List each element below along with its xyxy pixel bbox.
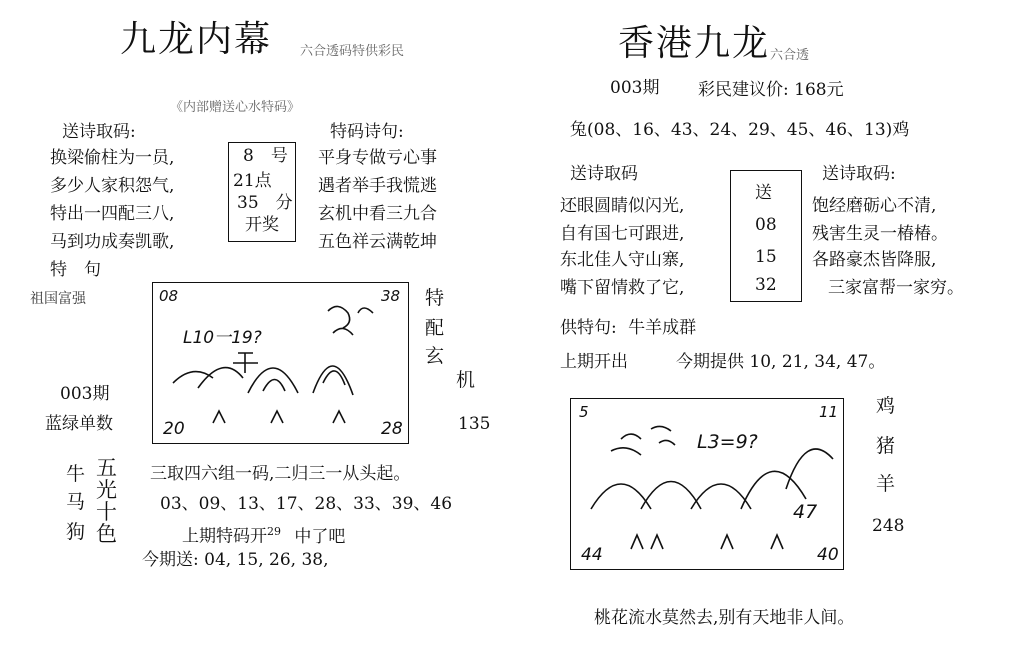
left-poem-line-2: 多少人家积怨气, [50, 176, 175, 196]
draw-box-line-4: 开奖 [245, 215, 279, 235]
left-issue-desc: 蓝绿单数 [45, 414, 113, 434]
right-sketch-drawing [571, 399, 843, 569]
right-sketch-extra: 47 [793, 501, 818, 523]
right-issue: 003期 [610, 78, 660, 98]
right-sketch-br: 40 [817, 545, 839, 565]
right-poem-left-4: 嘴下留情救了它, [560, 278, 685, 298]
left-title-tag: 六合透码特供彩民 [300, 44, 405, 59]
left-color-1: 五 [96, 456, 117, 480]
left-code-line-4: 五色祥云满乾坤 [318, 232, 437, 252]
left-last-suffix: 中了吧 [294, 526, 346, 547]
left-poem-heading: 送诗取码: [62, 122, 136, 142]
right-send-3: 15 [755, 247, 777, 267]
left-sketch-box [152, 282, 409, 444]
left-color-2: 光 [96, 478, 117, 502]
right-poem-left-1: 还眼圆睛似闪光, [560, 196, 685, 216]
right-special-line [560, 318, 696, 338]
left-sketch-tr: 38 [381, 287, 401, 305]
left-last-num: 29 [267, 525, 281, 538]
draw-box-line-2: 21点 [233, 171, 272, 191]
right-send-1: 送 [755, 183, 772, 203]
left-code-line-3: 玄机中看三九合 [318, 204, 437, 224]
right-side-value: 248 [872, 516, 905, 536]
left-color-3: 十 [96, 500, 117, 524]
right-special-value: 牛羊成群 [628, 318, 697, 338]
right-poem-left-3: 东北佳人守山寨, [560, 250, 685, 270]
right-price-line [698, 80, 844, 100]
right-price-value: 168元 [794, 80, 844, 100]
right-poem-heading-right: 送诗取码: [822, 164, 896, 184]
left-animal-2: 马 [66, 491, 86, 513]
left-numbers: 03、09、13、17、28、33、39、46 [160, 494, 453, 514]
draw-box-line-3: 35 分 [237, 193, 293, 213]
left-special-phrase: 祖国富强 [30, 291, 86, 307]
right-sketch-box [570, 398, 844, 570]
left-sketch-br: 28 [381, 419, 403, 439]
left-tejixuan-3: 玄 [425, 345, 445, 367]
right-side-1: 鸡 [876, 395, 896, 417]
left-tejixuan-4: 机 [456, 369, 476, 391]
left-draw-time-box [228, 142, 296, 242]
left-color-4: 色 [96, 522, 117, 546]
draw-box-line-1: 8 号 [243, 146, 288, 166]
right-sketch-tl: 5 [579, 403, 589, 421]
left-sketch-tl: 08 [159, 287, 179, 305]
left-animal-1: 牛 [66, 463, 86, 485]
left-last-prefix: 上期特码开 [182, 526, 267, 547]
left-special-phrase-label: 特 句 [50, 260, 101, 280]
left-today-numbers: 04, 15, 26, 38, [204, 550, 329, 570]
left-tejixuan-1: 特 [425, 287, 445, 309]
left-sketch-bl: 20 [163, 419, 185, 439]
right-sketch-mid: L3=9? [697, 431, 758, 453]
left-code-line-1: 平身专做亏心事 [318, 148, 437, 168]
left-code-line-2: 遇者举手我慌逃 [318, 176, 437, 196]
right-poem-right-3: 各路豪杰皆降服, [812, 250, 937, 270]
left-animal-3: 狗 [66, 521, 86, 543]
left-tejixuan-2: 配 [425, 317, 445, 339]
left-today-label: 今期送: [142, 550, 199, 570]
left-sketch-mid: L10一19? [183, 328, 262, 348]
left-issue: 003期 [60, 384, 110, 404]
right-send-box [730, 170, 802, 302]
right-footer: 桃花流水莫然去,别有天地非人间。 [594, 608, 855, 628]
right-poem-right-1: 饱经磨砺心不清, [812, 196, 937, 216]
right-price-label: 彩民建议价: [698, 80, 789, 100]
left-today-line [142, 550, 329, 570]
right-sketch-tr: 11 [819, 403, 839, 421]
left-title: 九龙内幕 [120, 19, 273, 60]
right-last-label: 上期开出 [560, 352, 628, 372]
right-title: 香港九龙 [618, 23, 771, 64]
left-subtitle: 《内部赠送心水特码》 [170, 100, 301, 115]
right-special-label: 供特句: [560, 318, 617, 338]
right-send-2: 08 [755, 215, 777, 235]
right-poem-heading-left: 送诗取码 [570, 164, 638, 184]
left-rule: 三取四六组一码,二归三一从头起。 [150, 464, 411, 484]
right-today-line: 今期提供 10, 21, 34, 47。 [676, 352, 886, 372]
left-poem-line-4: 马到功成奏凯歌, [50, 232, 175, 252]
right-rabbit-line: 兔(08、16、43、24、29、45、46、13)鸡 [570, 120, 910, 140]
left-tejixuan-value: 135 [458, 414, 491, 434]
left-poem-line-3: 特出一四配三八, [50, 204, 175, 224]
left-sketch-drawing [153, 283, 408, 443]
right-title-tag: 六合透 [770, 48, 810, 63]
right-poem-left-2: 自有国七可跟进, [560, 224, 685, 244]
right-send-4: 32 [755, 275, 777, 295]
left-poem-line-1: 换梁偷柱为一员, [50, 148, 175, 168]
left-last-line [182, 522, 345, 547]
right-poem-right-2: 残害生灵一椿椿。 [812, 224, 948, 244]
right-sketch-bl: 44 [581, 545, 603, 565]
left-code-heading: 特码诗句: [330, 122, 404, 142]
right-side-3: 羊 [876, 473, 896, 495]
right-side-2: 猪 [876, 435, 896, 457]
right-poem-right-4: 三家富帮一家穷。 [828, 278, 964, 298]
